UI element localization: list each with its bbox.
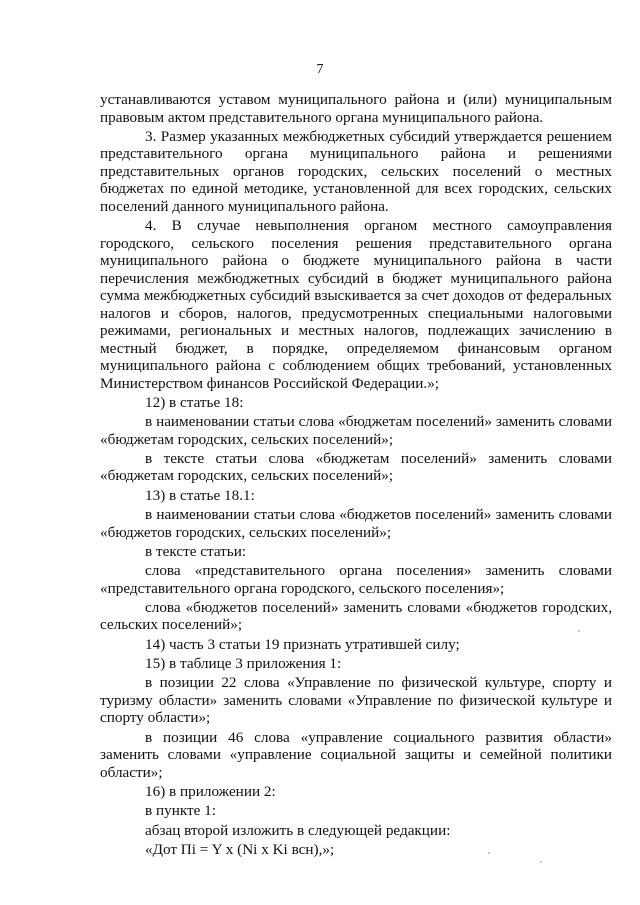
paragraph-point-14: 14) часть 3 статьи 19 признать утратившей силу;: [145, 635, 460, 653]
paragraph-point-15: 15) в таблице 3 приложения 1:: [145, 655, 342, 673]
paragraph-formula: «Дот Пi = Y x (Ni x Ki всн),»;: [145, 840, 335, 858]
paragraph-item-3: 3. Размер указанных межбюджетных субсидий утверждается решением представительного органа муниципального района и решениями представительных органов городских, сельских поселений о местных бюджетах по единой методике, установленной для всех городских, сельских поселений данного муниципального района.: [100, 127, 612, 215]
paragraph-point-13: 13) в статье 18.1:: [145, 486, 255, 504]
paragraph-item-4: 4. В случае невыполнения органом местного самоуправления городского, сельского поселения решения представительного органа муниципального района о бюджете муниципального района в части перечисления межбюджетных субсидий в бюджет муниципального района сумма межбюджетных субсидий взыскивается за счет доходов от федеральных налогов и сборов, налогов, предусмотренных специальными налоговыми режимами, региональных и местных налогов, подлежащих зачислению в местный бюджет, в порядке, определяемом финансовым органом муниципального района с соблюдением общих требований, установленных Министерством финансов Российской Федерации.»;: [100, 217, 612, 392]
paragraph-article-18-1-text: в тексте статьи:: [145, 542, 247, 560]
paragraph-point-12: 12) в статье 18:: [145, 393, 244, 411]
document-body: [100, 91, 612, 858]
scan-speck: [540, 861, 542, 863]
paragraph-second-abzac: абзац второй изложить в следующей редакции:: [145, 821, 451, 839]
scan-speck: [578, 630, 580, 632]
paragraph-position-46: в позиции 46 слова «управление социального развития области» заменить словами «управление социальной защиты и семейной политики области»;: [100, 728, 612, 781]
paragraph-position-22: в позиции 22 слова «Управление по физической культуре, спорту и туризму области» заменить словами «Управление по физической культуре и спорту области»;: [100, 674, 612, 727]
paragraph-point-16: 16) в приложении 2:: [145, 782, 276, 800]
paragraph-words-budgets: слова «бюджетов поселений» заменить словами «бюджетов городских, сельских поселений»;: [100, 598, 612, 634]
paragraph-article-18-1-title: в наименовании статьи слова «бюджетов поселений» заменить словами «бюджетов городских, сельских поселений»;: [100, 506, 612, 541]
paragraph-article-18-text: в тексте статьи слова «бюджетам поселений» заменить словами «бюджетам городских, сельских поселений»;: [100, 449, 612, 485]
scan-speck: [488, 852, 490, 854]
paragraph-clause-1: в пункте 1:: [145, 802, 216, 820]
paragraph-words-organ: слова «представительного органа поселения» заменить словами «представительного органа городского, сельского поселения»;: [100, 562, 612, 597]
page-number: 7: [316, 62, 324, 77]
paragraph-article-18-title: в наименовании статьи слова «бюджетам поселений» заменить словами «бюджетам городских, сельских поселений»;: [100, 413, 612, 448]
paragraph-continuation: устанавливаются уставом муниципального района и (или) муниципальным правовым актом представительного органа муниципального района.: [100, 91, 612, 126]
